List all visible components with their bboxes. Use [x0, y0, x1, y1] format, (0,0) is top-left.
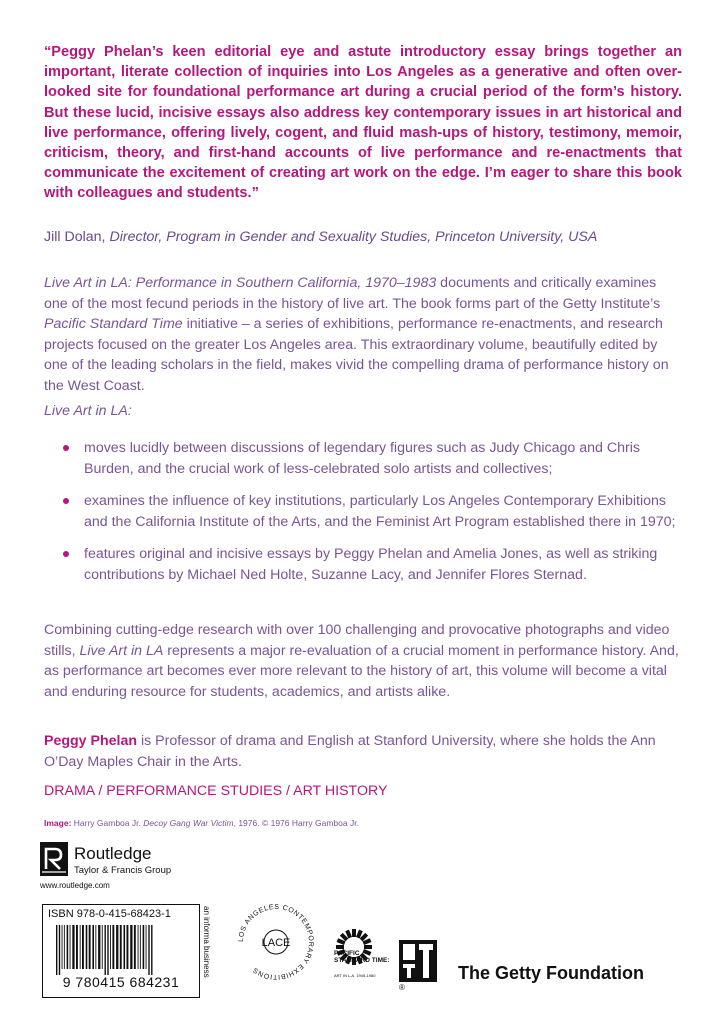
- closing-paragraph: [44, 620, 684, 702]
- credit-label: Image:: [44, 818, 72, 828]
- barcode-bar: [64, 925, 65, 969]
- barcode-bar: [112, 925, 114, 969]
- barcode-bar: [89, 925, 91, 969]
- intro-text-2: initiative – a series of exhibitions, performance re-enactments, and research projects focused on the greater Los Angeles area. This extraordinary volume, beautifully edited by one of the leading scholars in the field, makes vivid the compelling drama of performance history on the West Coast.: [44, 316, 669, 394]
- lace-mark-text: LACE: [261, 937, 291, 949]
- barcode-bar: [151, 925, 152, 975]
- barcode-bar: [95, 925, 96, 969]
- credit-artist: Harry Gamboa Jr.: [71, 818, 144, 828]
- barcode-bar: [102, 925, 103, 969]
- credit-rest: , 1976. © 1976 Harry Gamboa Jr.: [233, 818, 359, 828]
- intro-initiative: Pacific Standard Time: [44, 316, 183, 332]
- informa-label: [200, 906, 212, 996]
- bullet-icon: [63, 445, 69, 451]
- pst-subtitle: ART IN L.A. 1945-1980: [334, 973, 376, 978]
- barcode-bar: [62, 925, 63, 969]
- barcode-bar: [116, 925, 118, 969]
- barcode-bars: [56, 925, 186, 975]
- endorsement-quote: “Peggy Phelan’s keen editorial eye and astute introductory essay brings together an important, literate collection of inquiries into Los Angeles as a generative and often over-looked site for foundational performance art during a crucial period of the form’s history. But these lucid, incisive essays also address key contemporary issues in art historical and live performance, offering lively, cogent, and fluid mash-ups of history, testimony, memoir, criticism, theory, and first-hand accounts of live performance and re-enactments that communicate the excitement of creating art work on the edge. I’m eager to share this book with colleagues and students.”: [44, 44, 682, 202]
- publisher-url: www.routledge.com: [40, 881, 110, 890]
- subject-categories: DRAMA / PERFORMANCE STUDIES / ART HISTORY: [44, 783, 388, 799]
- barcode-bar: [143, 925, 145, 969]
- barcode-bar: [98, 925, 100, 969]
- pst-name: PACIFIC STANDARD TIME:: [334, 950, 390, 965]
- barcode-bar: [105, 925, 106, 975]
- list-item: [44, 491, 684, 532]
- barcode-bar: [146, 925, 147, 969]
- getty-mark-icon: [399, 940, 439, 990]
- barcode-bar: [56, 925, 57, 975]
- getty-reg-text: ®: [399, 983, 405, 990]
- list-label: [44, 401, 344, 422]
- barcode-bar: [80, 925, 81, 969]
- attribution-title: Director, Program in Gender and Sexuality Studies, Princeton University, USA: [109, 229, 598, 245]
- barcode-bar: [59, 925, 60, 975]
- list-item-text: examines the influence of key institutions, particularly Los Angeles Contemporary Exhibitions and the California Institute of the Arts, and the Feminist Art Program established there in 1970;: [84, 493, 676, 530]
- informa-text: an informa business: [202, 906, 211, 978]
- publisher-group: Taylor & Francis Group: [74, 865, 172, 876]
- feature-list: [44, 438, 684, 597]
- quote-attribution: [44, 227, 684, 247]
- barcode-digits: 9 780415 684231: [62, 974, 180, 990]
- bullet-icon: [63, 551, 69, 557]
- attribution-author: Jill Dolan,: [44, 229, 106, 245]
- bullet-icon: [63, 498, 69, 504]
- barcode-bar: [120, 925, 122, 969]
- closing-text-2: represents a major re-evaluation of a crucial moment in performance history. And, as performance art becomes ever more relevant to the history of art, this volume will become a vital and enduring resource for students, academics, and artists alike.: [44, 642, 679, 700]
- closing-title: Live Art in LA: [79, 642, 164, 659]
- editor-name: Peggy Phelan: [44, 733, 138, 749]
- intro-book-title: Live Art in LA: Performance in Southern California, 1970–1983: [44, 275, 437, 291]
- list-label-text: Live Art in LA:: [44, 403, 132, 419]
- closing-text-1: Combining cutting-edge research with over 100 challenging and provocative photographs and video stills,: [44, 622, 670, 659]
- lace-logo: [236, 902, 316, 982]
- getty-foundation-name: The Getty Foundation: [458, 963, 644, 983]
- barcode-bar: [107, 925, 108, 975]
- list-item: [44, 438, 684, 479]
- barcode-bar: [134, 925, 136, 969]
- credit-work: Decoy Gang War Victim: [143, 818, 234, 828]
- isbn-number: ISBN 978-0-415-68423-1: [48, 908, 171, 920]
- barcode-bar: [82, 925, 84, 969]
- intro-paragraph: [44, 273, 682, 396]
- barcode-bar: [138, 925, 139, 969]
- editor-bio-text: is Professor of drama and English at Stanford University, where she holds the Ann O’Day Maples Chair in the Arts.: [44, 733, 656, 770]
- barcode-bar: [148, 925, 149, 975]
- barcode-bar: [127, 925, 129, 969]
- intro-text-1: documents and critically examines one of the most fecund periods in the history of live art. The book forms part of the Getty Institute’s: [44, 275, 661, 312]
- barcode-bar: [72, 925, 74, 969]
- barcode-bar: [76, 925, 78, 969]
- publisher-name: Routledge: [74, 844, 152, 863]
- barcode-bar: [124, 925, 126, 969]
- barcode-bar: [92, 925, 94, 969]
- isbn-barcode: [42, 904, 200, 998]
- barcode-bar: [140, 925, 141, 969]
- list-item-text: moves lucidly between discussions of legendary figures such as Judy Chicago and Chris Burden, and the crucial work of less-celebrated solo artists and collectives;: [84, 440, 640, 477]
- editor-bio: [44, 731, 684, 772]
- list-item-text: features original and incisive essays by Peggy Phelan and Amelia Jones, as well as striking contributions by Michael Ned Holte, Suzanne Lacy, and Jennifer Flores Sternad.: [84, 546, 658, 583]
- routledge-mark-icon: [40, 842, 68, 876]
- list-item: [44, 544, 684, 585]
- barcode-bar: [67, 925, 69, 969]
- lace-ring-path: LOS ANGELES CONTEMPORARY EXHIBITIONS: [237, 903, 315, 981]
- barcode-bar: [110, 925, 111, 969]
- pst-star-icon: [334, 903, 386, 995]
- image-credit: [44, 818, 359, 828]
- barcode-bar: [86, 925, 88, 969]
- routledge-logo: [40, 840, 240, 892]
- barcode-bar: [130, 925, 132, 969]
- barcode-bar: [70, 925, 71, 969]
